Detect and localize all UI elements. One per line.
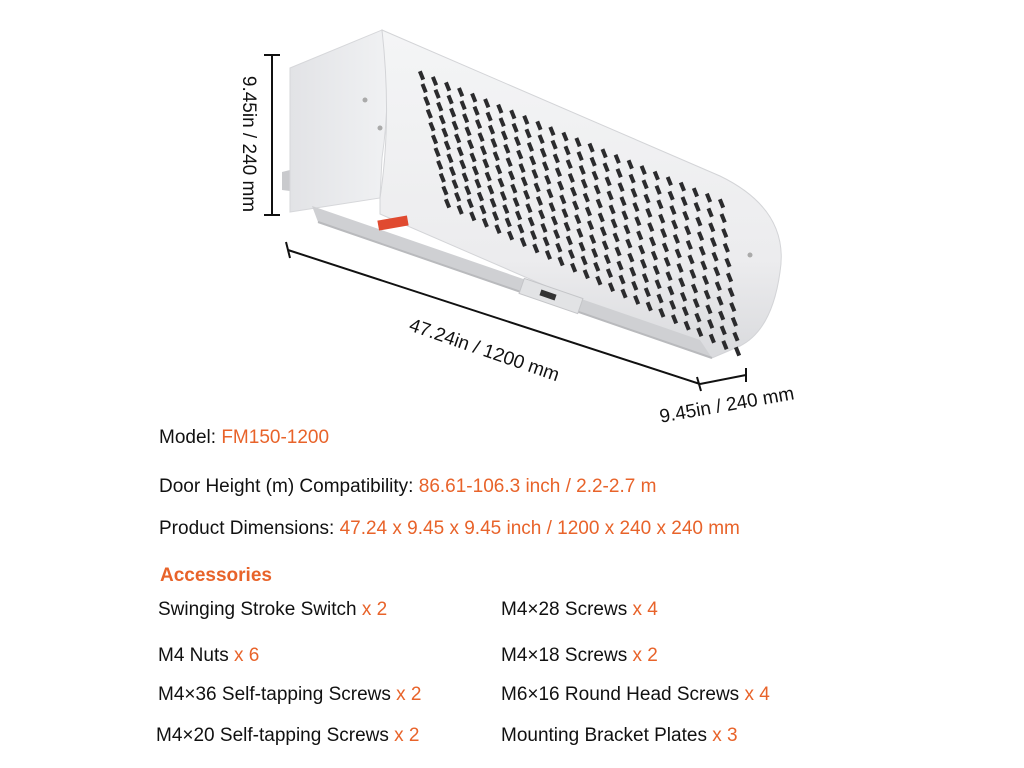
model-label: Model: xyxy=(159,427,222,448)
product-dimensions-label: Product Dimensions: xyxy=(159,518,340,539)
door-height-label: Door Height (m) Compatibility: xyxy=(159,476,419,497)
model-spec xyxy=(159,427,329,449)
product-dimensions-value: 47.24 x 9.45 x 9.45 inch / 1200 x 240 x 240 mm xyxy=(339,518,740,539)
accessory-item: M6×16 Round Head Screws x 4 xyxy=(501,684,770,705)
accessory-item: M4×28 Screws x 4 xyxy=(501,599,658,620)
end-cap xyxy=(290,30,387,212)
model-value: FM150-1200 xyxy=(221,427,330,448)
door-height-spec xyxy=(159,476,656,498)
door-height-value: 86.61-106.3 inch / 2.2-2.7 m xyxy=(418,476,657,497)
accessory-item: Swinging Stroke Switch x 2 xyxy=(158,599,388,620)
accessory-item: Mounting Bracket Plates x 3 xyxy=(501,725,738,746)
product-dimensions-spec xyxy=(159,518,740,540)
height-dimension-label: 9.45in / 240 mm xyxy=(238,75,259,213)
depth-dimension-label: 9.45in / 240 mm xyxy=(657,383,796,428)
length-dimension-label: 47.24in / 1200 mm xyxy=(406,314,562,387)
depth-dimension-line xyxy=(700,375,746,384)
accessory-item: M4×18 Screws x 2 xyxy=(501,645,658,666)
accessory-item: M4×36 Self-tapping Screws x 2 xyxy=(158,684,422,705)
accessories-title: Accessories xyxy=(160,565,272,586)
accessory-item: M4 Nuts x 6 xyxy=(158,645,260,666)
accessory-item: M4×20 Self-tapping Screws x 2 xyxy=(156,725,420,746)
